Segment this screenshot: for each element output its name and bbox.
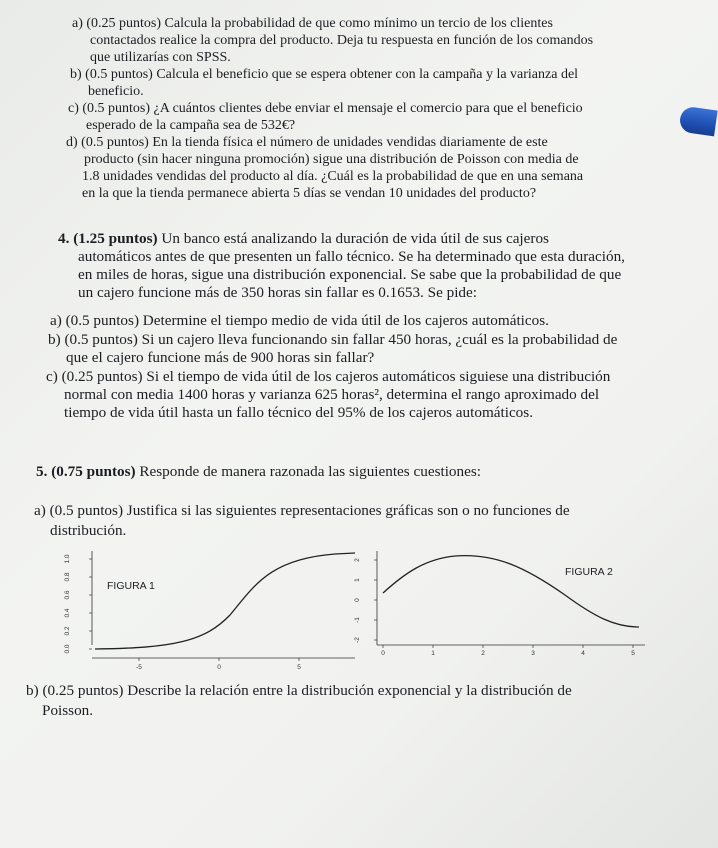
q5-number: 5. bbox=[36, 463, 48, 480]
q4-intro: Un banco está analizando la duración de vida útil de sus cajeros bbox=[157, 230, 549, 247]
fig1-y-tick-1: 0.2 bbox=[64, 626, 71, 636]
fig2-x-tick-2: 2 bbox=[481, 650, 485, 657]
q3d-line4: en la que la tienda permanece abierta 5 días se vendan 10 unidades del producto? bbox=[82, 186, 537, 201]
fig1-label: FIGURA 1 bbox=[107, 580, 155, 592]
fig1-y-tick-5: 1.0 bbox=[64, 554, 71, 564]
fig1-y-tick-2: 0.4 bbox=[64, 608, 71, 618]
q3d-line2: producto (sin hacer ninguna promoción) sigue una distribución de Poisson con media de bbox=[84, 152, 579, 167]
q5-line1 bbox=[36, 463, 481, 481]
q4-line3: en miles de horas, sigue una distribución exponencial. Se sabe que la probabilidad de que bbox=[78, 266, 622, 283]
q5-intro: Responde de manera razonada las siguientes cuestiones: bbox=[135, 463, 481, 480]
figures-plot bbox=[55, 545, 645, 671]
fig2-y-tick-2: 0 bbox=[354, 598, 361, 602]
fig2-label: FIGURA 2 bbox=[565, 566, 613, 578]
q4-line1 bbox=[58, 230, 549, 248]
blue-pen bbox=[678, 106, 717, 137]
fig2-x-tick-0: 0 bbox=[381, 650, 385, 657]
fig2-x-tick-1: 1 bbox=[431, 650, 435, 657]
q4c-line1: c) (0.25 puntos) Si el tiempo de vida útil de los cajeros automáticos siguiese una distribución bbox=[46, 368, 611, 385]
q3a-line3: que utilizarías con SPSS. bbox=[90, 50, 231, 65]
fig2-x-tick-3: 3 bbox=[531, 650, 535, 657]
q5a-line2: distribución. bbox=[50, 522, 127, 539]
fig2-x-tick-4: 4 bbox=[581, 650, 585, 657]
fig2-x-tick-5: 5 bbox=[631, 650, 635, 657]
fig1-x-tick-2: 5 bbox=[297, 664, 301, 671]
fig1-x-tick-0: -5 bbox=[136, 664, 142, 671]
q5a-line1: a) (0.5 puntos) Justifica si las siguientes representaciones gráficas son o no funciones de bbox=[34, 502, 570, 519]
q3c-line2: esperado de la campaña sea de 532€? bbox=[86, 118, 296, 133]
q4b-line2: que el cajero funcione más de 900 horas sin fallar? bbox=[66, 349, 375, 366]
q3b-line1: b) (0.5 puntos) Calcula el beneficio que se espera obtener con la campaña y la varianza del bbox=[70, 67, 579, 82]
fig1-y-tick-4: 0.8 bbox=[64, 572, 71, 582]
q3c-line1: c) (0.5 puntos) ¿A cuántos clientes debe enviar el mensaje el comercio para que el beneficio bbox=[68, 101, 583, 116]
figure-2 bbox=[354, 551, 645, 657]
fig2-y-tick-4: 2 bbox=[354, 558, 361, 562]
fig1-curve bbox=[95, 553, 355, 649]
q3a-line2: contactados realice la compra del producto. Deja tu respuesta en función de los comandos bbox=[90, 33, 594, 48]
q4-line4: un cajero funcione más de 350 horas sin fallar es 0.1653. Se pide: bbox=[78, 284, 477, 301]
q4-points: (1.25 puntos) bbox=[73, 230, 158, 247]
q3a-line1: a) (0.25 puntos) Calcula la probabilidad de que como mínimo un tercio de los clientes bbox=[72, 16, 553, 31]
q4-number: 4. bbox=[58, 230, 70, 247]
fig1-x-tick-1: 0 bbox=[217, 664, 221, 671]
q4-line2: automáticos antes de que presenten un fallo técnico. Se ha determinado que esta duración, bbox=[78, 248, 625, 265]
q4c-line3: tiempo de vida útil hasta un fallo técnico del 95% de los cajeros automáticos. bbox=[64, 404, 533, 421]
q5b-line2: Poisson. bbox=[42, 702, 94, 719]
fig1-y-tick-3: 0.6 bbox=[64, 590, 71, 600]
q3d-line1: d) (0.5 puntos) En la tienda física el número de unidades vendidas diariamente de este bbox=[66, 135, 548, 150]
fig2-y-tick-3: 1 bbox=[354, 578, 361, 582]
q4a-line: a) (0.5 puntos) Determine el tiempo medio de vida útil de los cajeros automáticos. bbox=[50, 312, 549, 329]
q5b-line1: b) (0.25 puntos) Describe la relación entre la distribución exponencial y la distribución de bbox=[26, 682, 572, 699]
q5-points: (0.75 puntos) bbox=[51, 463, 136, 480]
fig1-y-tick-0: 0.0 bbox=[64, 644, 71, 654]
q3b-line2: beneficio. bbox=[88, 84, 144, 99]
q4c-line2: normal con media 1400 horas y varianza 625 horas², determina el rango aproximado del bbox=[64, 386, 600, 403]
q4b-line1: b) (0.5 puntos) Si un cajero lleva funcionando sin fallar 450 horas, ¿cuál es la probabilidad de bbox=[48, 331, 618, 348]
fig2-y-tick-1: -1 bbox=[354, 617, 361, 623]
figure-1 bbox=[64, 551, 355, 671]
q3d-line3: 1.8 unidades vendidas del producto al día. ¿Cuál es la probabilidad de que en una semana bbox=[82, 169, 584, 184]
fig2-y-tick-0: -2 bbox=[354, 637, 361, 643]
